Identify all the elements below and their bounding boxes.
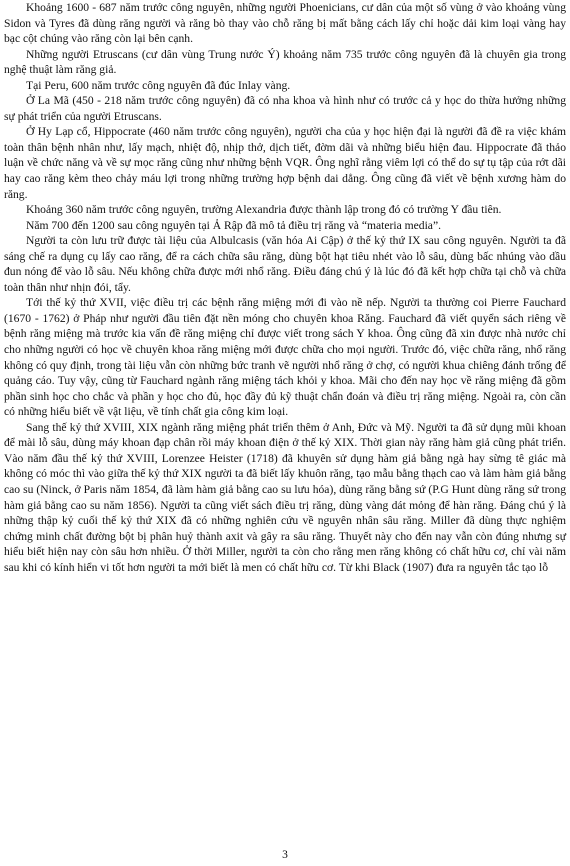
paragraph-18th-19th-century: Sang thế kỷ thứ XVIII, XIX ngành răng miệng phát triển thêm ở Anh, Đức và Mỹ. Người ta đã sử dụng mũi khoan để mài lỗ sâu, dùng máy khoan đạp chân rồi máy khoan điện ở thế kỷ XIX. Thời gian này răng hàm giả cũng phát triển. Vào năm đầu thế kỷ thứ XVIII, Lorenzee Heister (1718) đã khuyên sử dụng hàm giả bằng ngà hay sừng tê giác mà không có móc thì vào giữa thế kỷ thứ XIX người ta đã biết lấy khuôn răng, tạo mẫu bằng thạch cao và làm hàm giả bằng cao su (Ninck, ở Paris năm 1854, đã làm hàm giả bằng cao su lưu hóa), dùng răng bằng sứ (P.G Hunt dùng răng sứ trong hàm giả bằng cao su năm 1856). Người ta cũng viết sách điều trị răng, dùng vàng dát mỏng để hàn răng. Đáng chú ý là những thập kỷ cuối thế kỷ thứ XIX đã có những nghiên cứu về nguyên nhân sâu răng. Miller đã dùng thực nghiệm chứng minh chất đường bột bị phân huỷ thành axit và gây ra sâu răng. Thuyết này cho đến nay vẫn còn đúng nhưng sự hiểu biết hiện nay còn sâu hơn nhiều. Ở thời Miller, người ta còn cho rằng men răng không có chất hữu cơ, chỉ vài năm sau khi có kính hiển vi tốt hơn người ta mới biết là men có chất hữu cơ. Từ khi Black (1907) đưa ra nguyên tắc tạo lỗ <box>4 420 566 574</box>
paragraph-rome: Ở La Mã (450 - 218 năm trước công nguyên) đã có nha khoa và hình như có trước cả y học do thừa hưởng những sự phát triển của người Etruscans. <box>4 94 566 123</box>
paragraph-arab: Năm 700 đến 1200 sau công nguyên tại Ả Rập đã mô tả điều trị răng và “materia media”. <box>26 218 441 232</box>
paragraph-peru: Tại Peru, 600 năm trước công nguyên đã đúc Inlay vàng. <box>26 78 291 92</box>
paragraph-phoenicians: Khoảng 1600 - 687 năm trước công nguyên, những người Phoenicians, cư dân của một số vùng ở vào khoảng vùng Sidon và Tyres đã dùng răng người và răng bò thay vào chỗ răng bị mất bằng cách lấy chỉ hoặc dải kim loại vàng hay bạc cột chúng vào răng còn lại bên cạnh. <box>4 1 566 46</box>
paragraph-albulcasis: Người ta còn lưu trữ được tài liệu của Albulcasis (văn hóa Ai Cập) ở thế kỷ thứ IX sau công nguyên. Người ta đã sáng chế ra dụng cụ lấy cao răng, để ra cách chữa sâu răng, dùng bột hạt tiêu nhét vào lỗ sâu, dùng bấc nhúng vào dầu đun nóng để vào lỗ sâu. Nếu không chữa được mới nhổ răng. Điều đáng chú ý là lúc đó đã kết hợp chữa tại chỗ và chữa toàn thân như nhịn đói, tẩy. <box>4 234 566 294</box>
paragraph-alexandria: Khoảng 360 năm trước công nguyên, trường Alexandria được thành lập trong đó có trường Y đầu tiên. <box>26 203 502 217</box>
paragraph-fauchard: Tới thế kỷ thứ XVII, việc điều trị các bệnh răng miệng mới đi vào nề nếp. Người ta thường coi Pierre Fauchard (1670 - 1762) ở Pháp như người đầu tiên đặt nền móng cho chuyên khoa Răng. Fauchard đã viết quyển sách riêng về bệnh răng miệng mà trước kia vấn đề răng miệng chỉ được viết trong sách Y khoa. Ông cũng đã xin được nhà nước chỉ cho những người có học về chuyên khoa răng miệng mới được chữa cho mọi người. Trước đó, việc chữa răng, nhổ răng không có quy định, trong tài liệu vẫn còn những bức tranh vẽ người nhổ răng ở chợ, có người khua chiêng đánh trống để quảng cáo. Tuy vậy, cũng từ Fauchard ngành răng miệng tách khỏi y khoa. Mãi cho đến nay học về răng miệng đã gồm phần sinh học cho chắc và phần y học cho đủ, học đầy đủ kỹ thuật chẩn đoán và điều trị răng miệng. Ngoài ra, còn cần có những hiểu biết về vật liệu, về tính chất gia công kim loại. <box>4 296 566 419</box>
paragraph-etruscans: Những người Etruscans (cư dân vùng Trung nước Ý) khoảng năm 735 trước công nguyên đã là chuyên gia trong nghệ thuật làm răng giả. <box>4 47 566 77</box>
paragraph-hippocrate: Ở Hy Lạp cổ, Hippocrate (460 năm trước công nguyên), người cha của y học hiện đại là người đã đề ra việc khám toàn thân bệnh nhân như, lấy mạch, nhiệt độ, nhịp thở, dịch tiết, đờm dãi và những biểu hiện đau. Hippocrate đã thảo luận về chức năng và về sự mọc răng cũng như những bệnh VQR. Ông nghĩ rằng viêm lợi có thể do sự tụ tập của rớt dãi hay cao răng kèm theo chảy máu lợi trong những trường hợp bệnh dai dẳng. Ông cũng đã viết về bệnh xương hàm do răng. <box>4 125 566 201</box>
page-number: 3 <box>282 849 288 861</box>
